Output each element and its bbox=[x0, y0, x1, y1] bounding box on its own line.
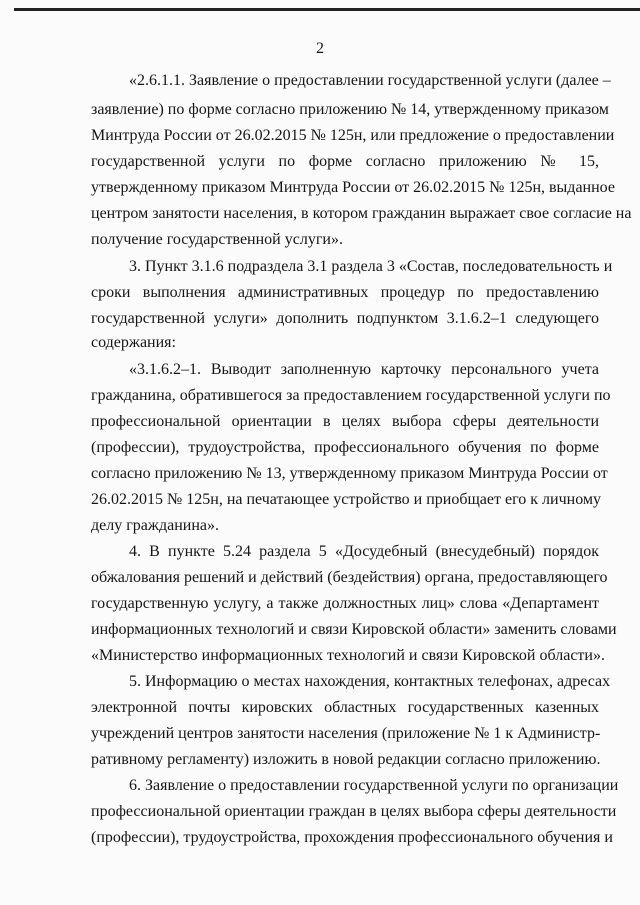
text-line: получение государственной услуги». bbox=[91, 231, 343, 248]
page-number: 2 bbox=[316, 40, 324, 57]
text-line: «2.6.1.1. Заявление о предоставлении государственной услуги (далее – bbox=[129, 72, 611, 89]
text-line: информационных технологий и связи Кировской области» заменить словами bbox=[91, 621, 617, 638]
text-line: заявление) по форме согласно приложению № 14, утвержденному приказом bbox=[91, 101, 609, 118]
text-line: содержания: bbox=[91, 334, 176, 351]
text-line: государственной услуги по форме согласно приложению № 15, bbox=[91, 153, 599, 170]
text-line: утвержденному приказом Минтруда России от 26.02.2015 № 125н, выданное bbox=[91, 179, 615, 196]
text-line: 5. Информацию о местах нахождения, контактных телефонах, адресах bbox=[129, 673, 611, 690]
text-line: сроки выполнения административных процедур по предоставлению bbox=[91, 284, 599, 301]
text-line: согласно приложению № 13, утвержденному приказом Минтруда России от bbox=[91, 465, 608, 482]
text-line: 3. Пункт 3.1.6 подраздела 3.1 раздела 3 «Состав, последовательность и bbox=[129, 258, 613, 275]
text-line: 4. В пункте 5.24 раздела 5 «Досудебный (внесудебный) порядок bbox=[129, 543, 599, 560]
text-line: электронной почты кировских областных государственных казенных bbox=[91, 699, 599, 716]
text-line: учреждений центров занятости населения (приложение № 1 к Администр- bbox=[91, 725, 601, 742]
top-rule bbox=[14, 8, 640, 11]
text-line: профессиональной ориентации граждан в целях выбора сферы деятельности bbox=[91, 803, 617, 820]
text-line: (профессии), трудоустройства, прохождения профессионального обучения и bbox=[91, 829, 613, 846]
text-line: обжалования решений и действий (бездействия) органа, предоставляющего bbox=[91, 569, 608, 586]
text-line: «Министерство информационных технологий и связи Кировской области». bbox=[91, 647, 605, 664]
text-line: 26.02.2015 № 125н, на печатающее устройство и приобщает его к личному bbox=[91, 491, 602, 508]
text-line: Минтруда России от 26.02.2015 № 125н, или предложение о предоставлении bbox=[91, 127, 615, 144]
text-line: 6. Заявление о предоставлении государственной услуги по организации bbox=[129, 777, 619, 794]
text-line: ративному регламенту) изложить в новой редакции согласно приложению. bbox=[91, 751, 601, 768]
text-line: государственной услуги» дополнить подпунктом 3.1.6.2–1 следующего bbox=[91, 310, 599, 327]
text-line: (профессии), трудоустройства, профессионального обучения по форме bbox=[91, 439, 599, 456]
text-line: делу гражданина». bbox=[91, 517, 219, 534]
text-line: центром занятости населения, в котором гражданин выражает свое согласие на bbox=[91, 205, 632, 222]
text-line: гражданина, обратившегося за предоставлением государственной услуги по bbox=[91, 387, 611, 404]
text-line: «3.1.6.2–1. Выводит заполненную карточку персонального учета bbox=[129, 361, 599, 378]
text-line: государственную услугу, а также должностных лиц» слова «Департамент bbox=[91, 595, 599, 612]
text-line: профессиональной ориентации в целях выбора сферы деятельности bbox=[91, 413, 599, 430]
